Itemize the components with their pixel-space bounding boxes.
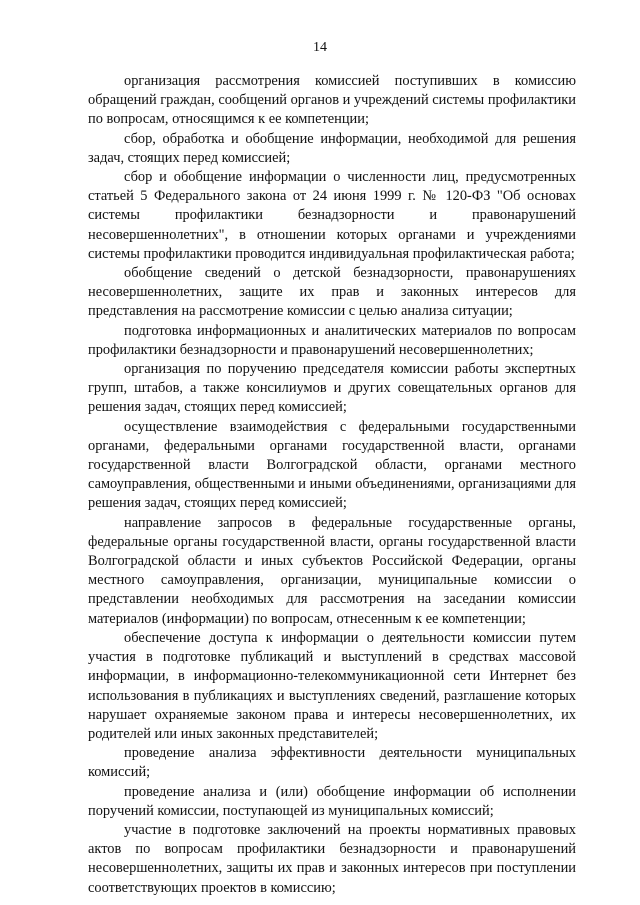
paragraph: сбор, обработка и обобщение информации, необходимой для решения задач, стоящих перед комиссией; <box>88 130 576 166</box>
paragraph: проведение анализа и (или) обобщение информации об исполнении поручений комиссии, поступающей из муниципальных комиссий; <box>88 783 576 819</box>
paragraph: осуществление взаимодействия с федеральными государственными органами, федеральными органами государственной власти, органами государственной власти Волгоградской области, органами местного самоуправления, общественными и иными объединениями, организациями для решения задач, стоящих перед комиссией; <box>88 418 576 512</box>
paragraph: организация по поручению председателя комиссии работы экспертных групп, штабов, а также консилиумов и других совещательных органов для решения задач, стоящих перед комиссией; <box>88 361 576 416</box>
paragraph: сбор и обобщение информации о численности лиц, предусмотренных статьей 5 Федерального закона от 24 июня 1999 г. № 120-ФЗ "Об основах системы профилактики безнадзорности и правонарушений несовершеннолетних", в отношении которых органами и учреждениями системы профилактики проводится индивидуальная профилактическая работа; <box>88 169 576 262</box>
paragraph: проведение анализа эффективности деятельности муниципальных комиссий; <box>88 745 576 781</box>
paragraph: направление запросов в федеральные государственные органы, федеральные органы государственной власти, органы государственной власти Волгоградской области и иных субъектов Российской Федерации, органы местного самоуправления, организации, муниципальные комиссии о представлении необходимых для рассмотрения на заседании комиссии материалов (информации) по вопросам, отнесенным к ее компетенции; <box>88 514 576 627</box>
paragraph: организация рассмотрения комиссией поступивших в комиссию обращений граждан, сообщений органов и учреждений системы профилактики по вопросам, относящимся к ее компетенции; <box>88 73 576 128</box>
page-number: 14 <box>313 40 327 55</box>
paragraph: участие в подготовке заключений на проекты нормативных правовых актов по вопросам профилактики безнадзорности и правонарушений несовершеннолетних, защиты их прав и законных интересов при поступлении соответствующих проектов в комиссию; <box>88 821 576 896</box>
document-body <box>88 72 576 898</box>
paragraph: подготовка информационных и аналитических материалов по вопросам профилактики безнадзорности и правонарушений несовершеннолетних; <box>88 322 576 358</box>
paragraph: обобщение сведений о детской безнадзорности, правонарушениях несовершеннолетних, защите их прав и законных интересов для представления на рассмотрение комиссии с целью анализа ситуации; <box>88 265 576 320</box>
paragraph: обеспечение доступа к информации о деятельности комиссии путем участия в подготовке публикаций и выступлений в средствах массовой информации, в информационно-телекоммуникационной сети Интернет без использования в публикациях и выступлениях сведений, разглашение которых нарушает охраняемые законом права и интересы несовершеннолетних, их родителей или иных законных представителей; <box>88 629 576 742</box>
